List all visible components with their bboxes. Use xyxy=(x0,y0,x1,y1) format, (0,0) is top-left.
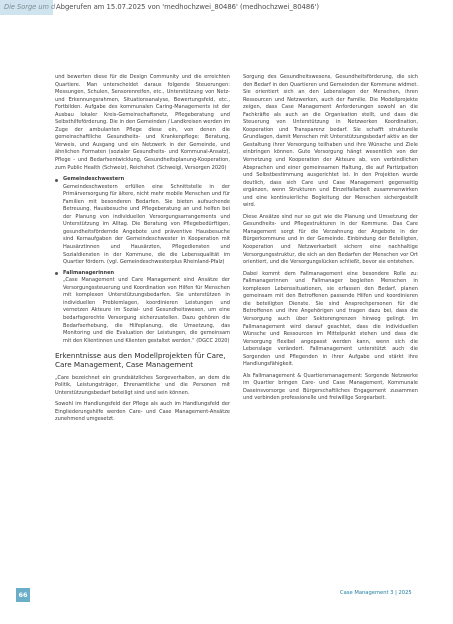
bullet-text: „Case Management und Care Management sind Ansätze der Versorgungssteuerung und Koordination von Hilfen für Menschen mit komplexen Unterstützungsbedarfen. Sie unterstützen in individuellen Problemlagen, koordinieren Leistungen und vernetzen Akteure im Sozial- und Gesundheitswesen, um eine bedarfsgerechte Versorgung sicherzustellen. Dazu gehören die Bedarfserhebung, die Hilfeplanung, die Umsetzung, das Monitoring und die Evaluation der Leistungen, die gemeinsam mit den Klientinnen und Klienten gestaltet werden.“ (DGCC 2020) xyxy=(63,277,230,344)
brand-text: Die Sorge um d xyxy=(4,3,56,11)
body-paragraph: Diese Ansätze sind nur so gut wie die Planung und Umsetzung der Gesundheits- und Pflegestrukturen in der Kommune. Das Care Management sorgt für die Verzahnung der Angebote in der Bürgerkommune und in der Gemeinde. Einbindung der Beteiligten, Kooperation und Netzwerkarbeit sichern eine nachhaltige Versorgungsstruktur, die sich an den Bedarfen der Menschen vor Ort orientiert, und die Versorgungslücken schließt, bevor sie entstehen. xyxy=(243,213,418,266)
bullet-icon xyxy=(55,272,58,275)
bullet-item xyxy=(55,176,230,267)
download-banner xyxy=(0,0,453,15)
page-number: 66 xyxy=(16,588,30,602)
bullet-list xyxy=(55,176,230,345)
right-column xyxy=(243,74,418,587)
intro-paragraph: und bewerten diese für die Design Community und die erreichten Quartiere. Man unterscheidet daraus folgende Steuerungen: Messungen, Schulen, Sensorenreifen, etc., Unterstützung von Netz- und Erkennungsrahmen, Situationsanalyse, Bewertungsfeld, etc., Fortbilden. Aufgabe des kommunalen Caring-Managements ist der Ausbau lokaler Kreis-Gemeinschaftsnetz, Pflegeberatung und Selbsthilfeförderung. Die in den Gemeinden / Landkreisen werden im Zuge der ambulanten Pflege diese ein, von denen die gemeinschaftliche Gesundheits- und Krankenpflege: Beratung, Verweis, und Ausgang und ein Netzwerk in der Gemeinde, und ähnlichen Formaten (sozialer Gesundheits- und Kommunal-Ansatz), Pflege - und Bedarfsentwicklung, Gesundheitsplanung-Kooperation, zum Public Health (Schweiz), Reichshof. (Schweigl, Versorgen 2020) xyxy=(55,74,230,171)
bullet-lead: Fallmanagerinnen xyxy=(63,269,115,276)
body-paragraph: Als Fallmanagement & Quartiersmanagement: Sorgende Netzwerke im Quartier bringen Care- und Case Management, Kommunale Daseinsvorsorge und Bürgerschaftliches Engagement zusammen und verbinden professionelle und freiwillige Sorgearbeit. xyxy=(243,372,418,402)
body-paragraph: Sorgung des Gesundheitswesens, Gesundheitsförderung, die sich den Bedarf in den Quartieren und Gemeinden der Kommune widmet. Sie orientiert sich an den Lebenslagen der Menschen, ihren Ressourcen und Netzwerken, auch der Familie. Die Modellprojekte zeigen, dass Case Management Anforderungen sowohl an die Fachkräfte als auch an die Organisation stellt, und dass die Steuerung von Unterstützung in Netzwerken Koordination, Kooperation und Transparenz bedarf. Sie schafft strukturelle Grundlagen, damit Menschen mit Unterstützungsbedarf aktiv an der Gestaltung ihrer Versorgung teilhaben und ihre Wünsche und Ziele einbringen können. Gute Versorgung hängt wesentlich von der Vernetzung und Kooperation der Akteure ab, von verbindlichen Absprachen und einer gemeinsamen Haltung, die auf Partizipation und Selbstbestimmung ausgerichtet ist. In den Projekten wurde deutlich, dass sich Care und Case Management gegenseitig ergänzen, wenn Strukturen und Einzelfallarbeit zusammenwirken und eine kontinuierliche Begleitung der Menschen sichergestellt wird. xyxy=(243,74,418,209)
section-heading: Erkenntnisse aus den Modellprojekten für Care, Care Management, Case Management xyxy=(55,351,226,370)
bullet-lead: Gemeindeschwestern xyxy=(63,176,125,183)
bullet-text: Gemeindeschwestern erfüllen eine Schnittstelle in der Primärversorgung für ältere, nicht mehr mobile Menschen und für Familien mit besonderen Bedarfen. Sie bieten aufsuchende Betreuung, Hausbesuche und Pflegeberatung an und helfen bei der Planung von individuellen Versorgungsarrangements und Unterstützung im Alltag. Die Beratung von Pflegebedürftigen, gesundheitsfördernde Angebote und präventive Hausbesuche sind Kernaufgaben der Gemeindeschwester in Kooperation mit Hausärztinnen und Hausärzten, Pflegediensten und Sozialdiensten in der Kommune, die die Lebensqualität im Quartier fördern. (vgl. Gemeindeschwesterplus Rheinland-Pfalz) xyxy=(63,183,230,266)
section-paragraph: „Care bezeichnet ein grundsätzliches Sorgeverhalten, an dem die Politik, Leistungsträger, Ehrenamtliche und die Personen mit Unterstützungsbedarf beteiligt sind und sein können. xyxy=(55,374,230,396)
section-paragraph: Sowohl im Handlungsfeld der Pflege als auch im Handlungsfeld der Eingliederungshilfe werden Care- und Case Management-Ansätze zunehmend umgesetzt. xyxy=(55,401,230,423)
journal-footer: Case Management 3 | 2025 xyxy=(340,590,412,596)
download-stamp: Abgerufen am 15.07.2025 von 'medhochzwei_80486' (medhochzwei_80486') xyxy=(56,3,320,11)
bullet-item xyxy=(55,270,230,345)
bullet-icon xyxy=(55,179,58,182)
left-column xyxy=(55,74,230,587)
body-paragraph: Dabei kommt dem Fallmanagement eine besondere Rolle zu: Fallmanagerinnen und Fallmanager begleiten Menschen in komplexen Lebenssituationen, sie erfassen den Bedarf, planen gemeinsam mit den Betroffenen passende Hilfen und koordinieren die beteiligten Dienste. Sie sind Ansprechpersonen für die Betroffenen und ihre Angehörigen und tragen dazu bei, dass die Versorgung auch über Sektorengrenzen hinweg gelingt. Im Fallmanagement wird darauf geachtet, dass die individuellen Wünsche und Ressourcen im Mittelpunkt stehen und dass die Versorgung flexibel angepasst werden kann, wenn sich die Lebenslage verändert. Fallmanagement unterstützt auch die Sorgenden und Pflegenden in ihrer Aufgabe und stärkt ihre Handlungsfähigkeit. xyxy=(243,270,418,368)
